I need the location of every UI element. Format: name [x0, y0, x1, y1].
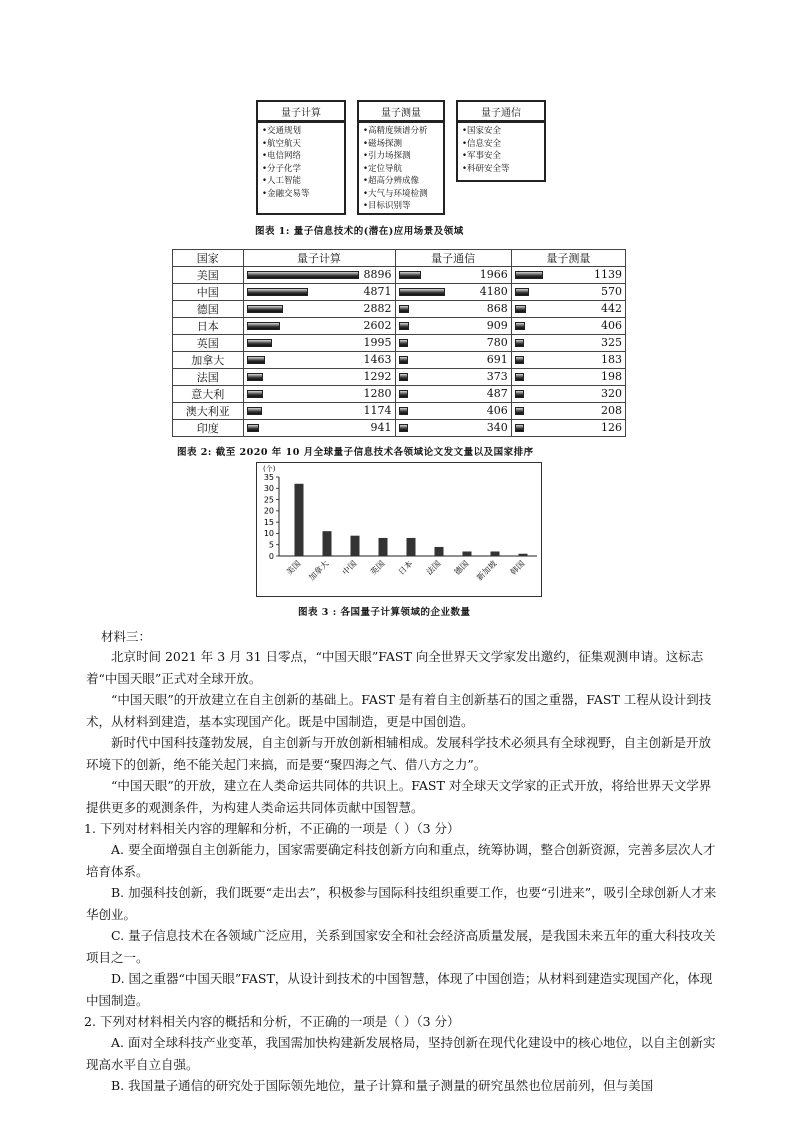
chart-bar — [323, 531, 332, 556]
value-label: 320 — [601, 387, 622, 400]
value-cell — [243, 369, 395, 386]
y-tick-label: 20 — [263, 506, 274, 516]
list-item: •电信网络 — [262, 151, 302, 161]
value-cell — [511, 352, 625, 369]
figure-2-caption: 图表 2: 截至 2020 年 10 月全球量子信息技术各领域论文发文量以及国家排序 — [177, 447, 534, 458]
data-bar — [515, 373, 524, 381]
data-bar — [515, 407, 524, 415]
value-label: 909 — [486, 319, 508, 332]
table-row — [173, 267, 626, 284]
value-cell — [511, 284, 625, 301]
value-label: 373 — [486, 370, 508, 383]
value-label: 325 — [601, 336, 622, 349]
value-label: 1139 — [594, 268, 622, 281]
data-bar — [515, 424, 524, 432]
figure-1 — [256, 100, 551, 220]
list-item: •超高分辨成像 — [363, 176, 420, 186]
x-tick-label: 法国 — [424, 559, 443, 577]
box-title: 量子测量 — [357, 100, 445, 122]
list-item: •科研安全等 — [462, 163, 510, 174]
header-measurement: 量子测量 — [511, 250, 625, 267]
value-label: 4871 — [363, 285, 392, 298]
paper-count-table — [172, 249, 626, 437]
country-cell: 加拿大 — [173, 352, 244, 369]
value-cell — [511, 335, 625, 352]
value-cell — [511, 386, 625, 403]
list-item: •军事安全 — [462, 151, 502, 161]
table-row — [173, 318, 626, 335]
data-bar — [515, 322, 525, 330]
box-title: 量子计算 — [256, 100, 346, 122]
value-label: 691 — [486, 353, 508, 366]
value-cell — [511, 420, 625, 437]
enterprise-count-chart — [256, 462, 542, 597]
question-2-option-a: A. 面对全球科技产业变革，我国需加快构建新发展格局，坚持创新在现代化建设中的核心地位，以自主创新实现高水平自立自强。 — [86, 1035, 716, 1072]
country-cell: 德国 — [173, 301, 244, 318]
y-tick-label: 35 — [263, 472, 274, 482]
y-tick-label: 15 — [263, 517, 274, 527]
table-header-row — [173, 250, 626, 267]
value-label: 1995 — [363, 336, 392, 349]
table-row — [173, 369, 626, 386]
header-communication: 量子通信 — [395, 250, 511, 267]
header-country: 国家 — [173, 250, 244, 267]
value-cell — [243, 318, 395, 335]
paragraph: “中国天眼”的开放建立在自主创新的基础上。FAST 是有着自主创新基石的国之重器，FAST 工程从设计到技术，从材料到建造，基本实现国产化。既是中国制造，更是中国创造。 — [86, 692, 712, 729]
value-cell — [243, 352, 395, 369]
list-item: •国家安全 — [462, 126, 502, 136]
data-bar — [247, 288, 308, 296]
value-cell — [243, 301, 395, 318]
y-tick-label: 10 — [263, 529, 274, 539]
value-cell — [395, 352, 511, 369]
country-cell: 日本 — [173, 318, 244, 335]
data-bar — [247, 424, 259, 432]
value-label: 780 — [486, 336, 508, 349]
value-label: 868 — [486, 302, 508, 315]
data-bar — [515, 305, 526, 313]
value-cell — [511, 301, 625, 318]
x-tick-label: 中国 — [340, 559, 359, 577]
box-list — [456, 122, 546, 182]
value-label: 8896 — [363, 268, 392, 281]
country-cell: 意大利 — [173, 386, 244, 403]
list-item: •人工智能 — [262, 176, 302, 186]
chart-bar — [407, 538, 416, 556]
chart-bar — [463, 551, 472, 556]
x-tick-label: 新加坡 — [475, 559, 499, 583]
list-item: •磁场探测 — [363, 138, 403, 149]
figure-3-caption: 图表 3 : 各国量子计算领域的企业数量 — [298, 607, 471, 618]
list-item: •目标识别等 — [363, 201, 411, 211]
chart-svg — [257, 463, 543, 598]
list-item: •大气与环境检测 — [363, 188, 428, 199]
country-cell: 法国 — [173, 369, 244, 386]
value-cell — [395, 369, 511, 386]
material-3-heading: 材料三： — [101, 629, 152, 644]
table-row — [173, 352, 626, 369]
x-tick-label: 加拿大 — [307, 559, 331, 583]
box-list — [357, 122, 445, 215]
data-bar — [399, 271, 421, 279]
question-1-option-d: D. 国之重器“中国天眼”FAST，从设计到技术的中国智慧，体现了中国创造；从材料到建造实现国产化，体现中国制造。 — [86, 971, 713, 1008]
data-bar — [399, 322, 409, 330]
country-cell: 印度 — [173, 420, 244, 437]
data-bar — [247, 305, 283, 313]
list-item: •信息安全 — [462, 138, 502, 149]
data-bar — [515, 288, 529, 296]
question-1-option-a: A. 要全面增强自主创新能力，国家需要确定科技创新方向和重点，统筹协调，整合创新资源，完善多层次人才培育体系。 — [86, 842, 716, 879]
value-label: 1463 — [363, 353, 392, 366]
table-row — [173, 420, 626, 437]
value-label: 198 — [601, 370, 622, 383]
y-tick-label: 25 — [263, 495, 274, 505]
data-bar — [399, 288, 445, 296]
table-row — [173, 403, 626, 420]
data-bar — [515, 271, 543, 279]
x-tick-label: 美国 — [284, 559, 303, 577]
list-item: •高精度频谱分析 — [363, 126, 428, 136]
value-cell — [511, 369, 625, 386]
question-2-option-b: B. 我国量子通信的研究处于国际领先地位，量子计算和量子测量的研究虽然也位居前列，但与美国 — [111, 1078, 654, 1093]
data-bar — [247, 322, 280, 330]
value-cell — [243, 267, 395, 284]
header-computing: 量子计算 — [243, 250, 395, 267]
chart-bar — [295, 484, 304, 556]
y-tick-label: 0 — [268, 551, 274, 561]
value-label: 2602 — [363, 319, 392, 332]
value-label: 570 — [601, 285, 622, 298]
value-cell — [243, 284, 395, 301]
data-bar — [399, 390, 408, 398]
value-label: 126 — [601, 421, 622, 434]
data-bar — [247, 407, 262, 415]
list-item: •引力场探测 — [363, 151, 411, 161]
data-bar — [399, 373, 408, 381]
chart-bar — [351, 536, 360, 556]
value-label: 406 — [601, 319, 622, 332]
country-cell: 澳大利亚 — [173, 403, 244, 420]
value-cell — [395, 335, 511, 352]
x-tick-label: 英国 — [368, 559, 387, 577]
value-label: 1174 — [363, 404, 392, 417]
x-tick-label: 德国 — [452, 559, 471, 577]
list-item: •航空航天 — [262, 138, 302, 149]
value-cell — [243, 386, 395, 403]
data-bar — [515, 356, 524, 364]
value-cell — [243, 335, 395, 352]
unit-label: (个) — [263, 465, 276, 473]
data-bar — [399, 424, 408, 432]
list-item: •分子化学 — [262, 163, 302, 174]
value-label: 406 — [486, 404, 508, 417]
question-1-option-b: B. 加强科技创新，我们既要“走出去”，积极参与国际科技组织重要工作，也要“引进来”，吸引全球创新人才来华创业。 — [86, 885, 717, 922]
chart-bar — [435, 547, 444, 556]
country-cell: 英国 — [173, 335, 244, 352]
box-list — [256, 122, 346, 215]
data-bar — [399, 305, 409, 313]
value-cell — [511, 267, 625, 284]
paragraph: 新时代中国科技蓬勃发展，自主创新与开放创新相辅相成。发展科学技术必须具有全球视野，自主创新是开放环境下的创新，绝不能关起门来搞，而是要“聚四海之气、借八方之力”。 — [86, 735, 712, 772]
value-cell — [243, 403, 395, 420]
value-label: 941 — [370, 421, 392, 434]
value-label: 2882 — [363, 302, 392, 315]
paragraph: “中国天眼”的开放，建立在人类命运共同体的共识上。FAST 对全球天文学家的正式开放，将给世界天文学界提供更多的观测条件，为构建人类命运共同体贡献中国智慧。 — [86, 778, 712, 815]
value-cell — [395, 301, 511, 318]
value-cell — [511, 318, 625, 335]
y-tick-label: 30 — [263, 484, 274, 494]
value-cell — [395, 267, 511, 284]
table-row — [173, 335, 626, 352]
data-bar — [247, 390, 263, 398]
y-tick-label: 5 — [268, 540, 274, 550]
value-cell — [395, 386, 511, 403]
question-1-option-c: C. 量子信息技术在各领域广泛应用，关系到国家安全和社会经济高质量发展，是我国未来五年的重大科技攻关项目之一。 — [86, 928, 716, 965]
data-bar — [247, 356, 265, 364]
data-bar — [515, 339, 524, 347]
data-bar — [247, 373, 263, 381]
value-cell — [395, 318, 511, 335]
value-label: 487 — [486, 387, 508, 400]
table-row — [173, 301, 626, 318]
value-cell — [511, 403, 625, 420]
chart-bar — [519, 554, 528, 556]
list-item: •金融交易等 — [262, 188, 310, 199]
data-bar — [399, 407, 408, 415]
value-cell — [395, 284, 511, 301]
value-label: 208 — [601, 404, 622, 417]
data-bar — [399, 339, 408, 347]
value-label: 442 — [601, 302, 622, 315]
table-row — [173, 284, 626, 301]
value-label: 340 — [486, 421, 508, 434]
x-tick-label: 韩国 — [508, 559, 527, 577]
question-1: 1. 下列对材料相关内容的理解和分析，不正确的一项是（ ）（3 分） — [84, 821, 460, 836]
country-cell: 美国 — [173, 267, 244, 284]
box-title: 量子通信 — [456, 100, 546, 122]
value-label: 1292 — [363, 370, 392, 383]
value-cell — [395, 403, 511, 420]
value-cell — [395, 420, 511, 437]
data-bar — [247, 339, 272, 347]
paragraph: 北京时间 2021 年 3 月 31 日零点，“中国天眼”FAST 向全世界天文学家发出邀约，征集观测申请。这标志着“中国天眼”正式对全球开放。 — [86, 649, 704, 686]
value-cell — [243, 420, 395, 437]
value-label: 4180 — [479, 285, 508, 298]
list-item: •交通规划 — [262, 126, 302, 136]
figure-1-caption: 图表 1: 量子信息技术的(潜在)应用场景及领域 — [255, 226, 464, 237]
chart-bar — [491, 551, 500, 556]
x-tick-label: 日本 — [396, 559, 415, 577]
question-2: 2. 下列对材料相关内容的概括和分析，不正确的一项是（ ）（3 分） — [84, 1014, 460, 1029]
value-label: 1280 — [363, 387, 392, 400]
country-cell: 中国 — [173, 284, 244, 301]
value-label: 183 — [601, 353, 622, 366]
data-bar — [399, 356, 408, 364]
list-item: •定位导航 — [363, 163, 403, 174]
data-bar — [515, 390, 524, 398]
chart-bar — [379, 538, 388, 556]
table-row — [173, 386, 626, 403]
data-bar — [247, 271, 359, 279]
value-label: 1966 — [479, 268, 508, 281]
